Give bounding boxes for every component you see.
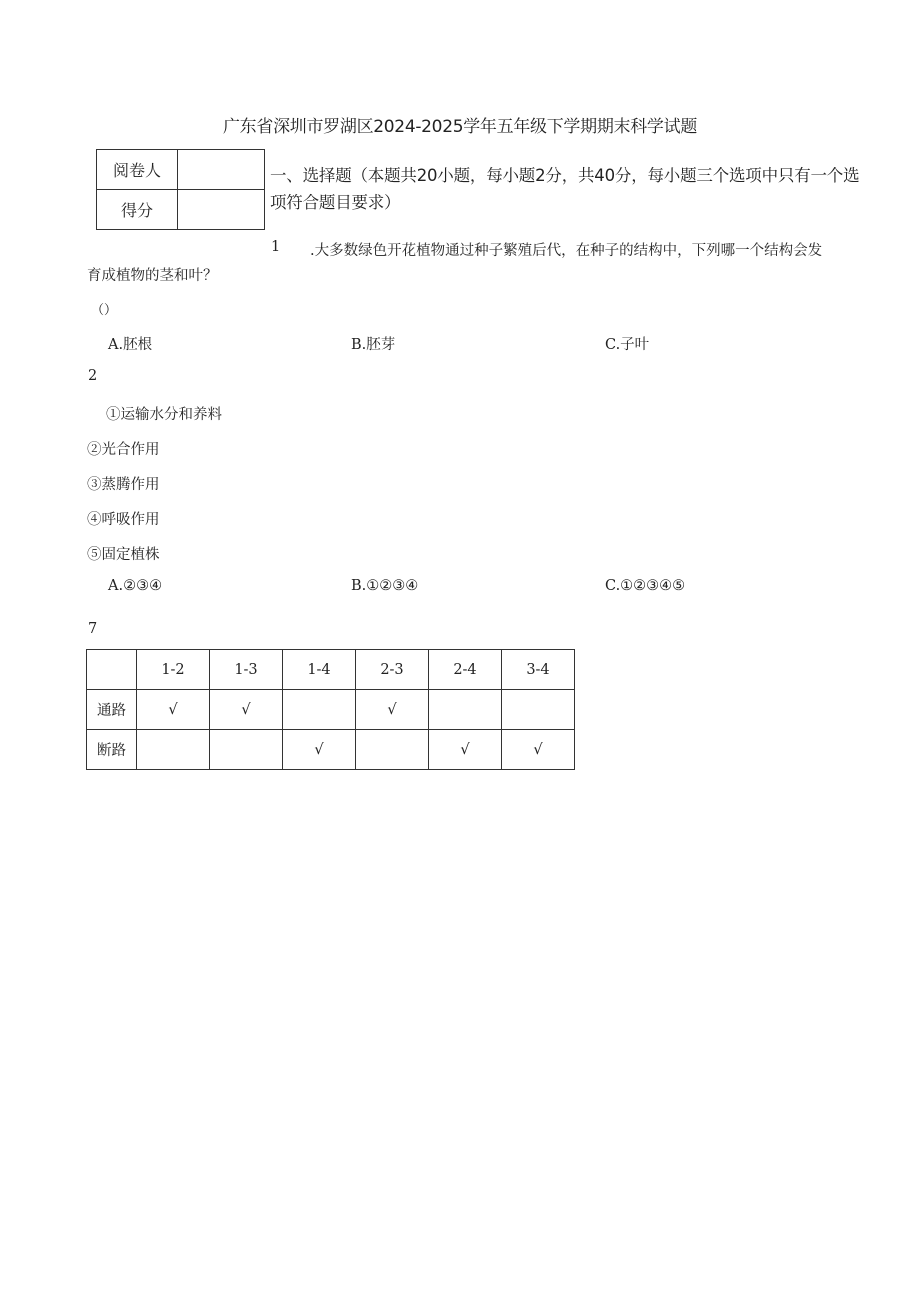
row-label-open: 断路 bbox=[87, 730, 137, 770]
table-header-cell: 1-2 bbox=[137, 650, 210, 690]
table-header-cell: 1-3 bbox=[210, 650, 283, 690]
table-cell: √ bbox=[210, 690, 283, 730]
table-header-cell: 3-4 bbox=[502, 650, 575, 690]
q1-option-b: B.胚芽 bbox=[351, 337, 396, 353]
table-header-row bbox=[87, 650, 575, 690]
score-box bbox=[96, 149, 265, 230]
table-cell bbox=[429, 690, 502, 730]
table-header-cell: 2-3 bbox=[356, 650, 429, 690]
q1-option-a: A.胚根 bbox=[108, 337, 153, 353]
row-label-connected: 通路 bbox=[87, 690, 137, 730]
table-cell: √ bbox=[356, 690, 429, 730]
table-row bbox=[87, 730, 575, 770]
q2-item-5: ⑤固定植株 bbox=[87, 547, 160, 563]
q1-option-c: C.子叶 bbox=[605, 337, 650, 353]
table-cell bbox=[283, 690, 356, 730]
section-heading: 一、选择题（本题共20小题，每小题2分，共40分，每小题三个选项中只有一个选项符合题目要求） bbox=[270, 166, 860, 212]
q2-option-c: C.①②③④⑤ bbox=[605, 578, 686, 594]
table-cell: √ bbox=[283, 730, 356, 770]
q2-item-2: ②光合作用 bbox=[87, 442, 160, 458]
q2-option-a: A.②③④ bbox=[108, 578, 163, 594]
table-header-cell: 1-4 bbox=[283, 650, 356, 690]
score-label: 得分 bbox=[97, 190, 178, 230]
q7-number: 7 bbox=[88, 621, 98, 637]
table-row bbox=[87, 690, 575, 730]
table-cell: √ bbox=[137, 690, 210, 730]
q2-item-4: ④呼吸作用 bbox=[87, 512, 160, 528]
table-cell bbox=[137, 730, 210, 770]
q1-text-line1: .大多数绿色开花植物通过种子繁殖后代，在种子的结构中，下列哪一个结构会发 bbox=[310, 243, 823, 259]
score-value bbox=[178, 190, 265, 230]
table-cell bbox=[356, 730, 429, 770]
table-cell: √ bbox=[502, 730, 575, 770]
reviewer-label: 阅卷人 bbox=[97, 150, 178, 190]
q1-paren: （） bbox=[91, 303, 118, 318]
table-cell bbox=[502, 690, 575, 730]
q2-item-3: ③蒸腾作用 bbox=[87, 477, 160, 493]
table-header-cell: 2-4 bbox=[429, 650, 502, 690]
q2-item-1: ①运输水分和养料 bbox=[106, 407, 222, 423]
page-title: 广东省深圳市罗湖区2024-2025学年五年级下学期期末科学试题 bbox=[222, 117, 698, 137]
table-header-cell bbox=[87, 650, 137, 690]
circuit-test-table bbox=[86, 649, 575, 770]
q2-number: 2 bbox=[88, 368, 98, 384]
table-cell: √ bbox=[429, 730, 502, 770]
q1-number: 1 bbox=[271, 239, 281, 255]
q2-option-b: B.①②③④ bbox=[351, 578, 419, 594]
q1-text-line2: 育成植物的茎和叶？ bbox=[87, 268, 218, 284]
table-cell bbox=[210, 730, 283, 770]
reviewer-value bbox=[178, 150, 265, 190]
